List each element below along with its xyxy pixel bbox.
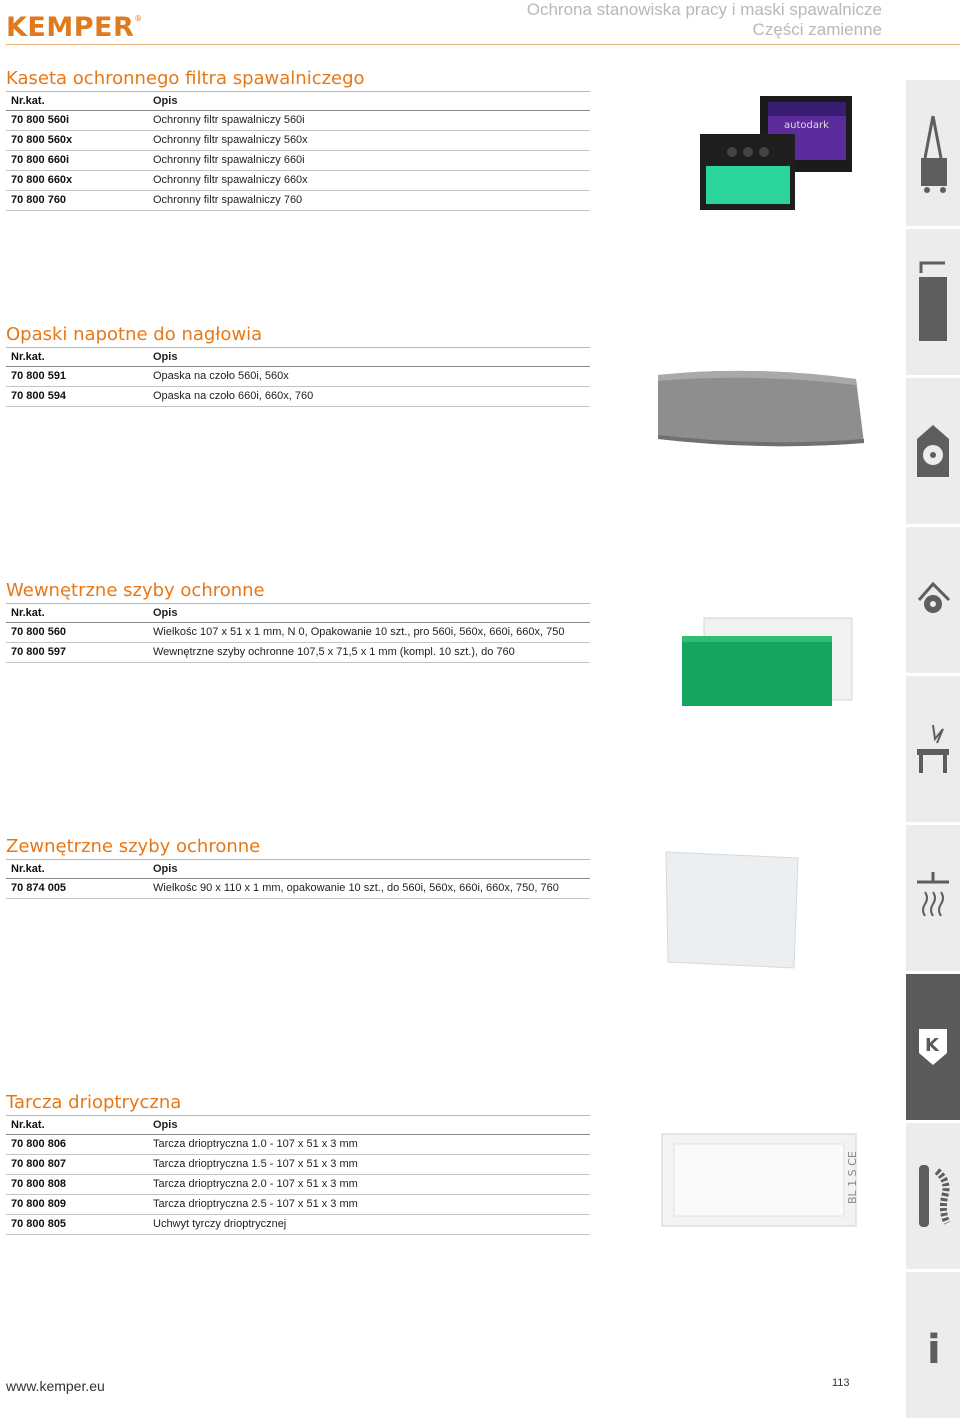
hose-icon [915, 1161, 951, 1231]
category-sidebar [906, 80, 960, 1421]
table-row: 70 800 660x Ochronny filtr spawalniczy 660x [6, 171, 590, 191]
section-dioptric-lens [6, 1092, 590, 1235]
hall-fan-icon [915, 570, 951, 630]
table-row: 70 800 806 Tarcza drioptryczna 1.0 - 107 x 51 x 3 mm [6, 1135, 590, 1155]
table-header: Nr.kat. Opis [6, 348, 590, 367]
sidebar-tab-mobile-units[interactable] [906, 80, 960, 226]
table-header: Nr.kat. Opis [6, 604, 590, 623]
section-outer-lenses [6, 836, 590, 899]
table-row: 70 874 005 Wielkośc 90 x 110 x 1 mm, opakowanie 10 szt., do 560i, 560x, 660i, 660x, 750, 760 [6, 879, 590, 899]
sidebar-tab-info[interactable] [906, 1272, 960, 1418]
kemper-shield-icon [915, 1025, 951, 1069]
svg-text:BL 1 S CE: BL 1 S CE [846, 1151, 859, 1204]
svg-text:K: K [925, 1035, 939, 1056]
section-inner-lenses [6, 580, 590, 663]
table-row: 70 800 805 Uchwyt tyrczy drioptrycznej [6, 1215, 590, 1235]
kemper-logo: KEMPER® [6, 12, 143, 43]
table-row: 70 800 597 Wewnętrzne szyby ochronne 107,5 x 71,5 x 1 mm (kompl. 10 szt.), do 760 [6, 643, 590, 663]
table-header: Nr.kat. Opis [6, 1116, 590, 1135]
inner-lenses-image [676, 616, 856, 708]
table-row: 70 800 594 Opaska na czoło 660i, 660x, 760 [6, 387, 590, 407]
section-sweatbands [6, 324, 590, 407]
sidebar-tab-extraction-arms[interactable] [906, 825, 960, 971]
section-title: Wewnętrzne szyby ochronne [6, 580, 590, 604]
dioptric-lens-image [660, 1132, 860, 1228]
header-title-line2: Części zamienne [752, 20, 882, 39]
table-row: 70 800 560 Wielkośc 107 x 51 x 1 mm, N 0, Opakowanie 10 szt., pro 560i, 560x, 660i, 660x, 750 [6, 623, 590, 643]
page-number: 113 [832, 1377, 850, 1389]
header-divider [6, 44, 960, 45]
sidebar-tab-welding-tables[interactable] [906, 676, 960, 822]
footer-url[interactable]: www.kemper.eu [6, 1378, 105, 1394]
page-header-title [527, 0, 882, 40]
table-row: 70 800 760 Ochronny filtr spawalniczy 760 [6, 191, 590, 211]
table-row: 70 800 660i Ochronny filtr spawalniczy 660i [6, 151, 590, 171]
sidebar-tab-ventilation[interactable] [906, 378, 960, 524]
fan-house-icon [915, 421, 951, 481]
welding-table-icon [915, 719, 951, 779]
heat-extraction-icon [915, 868, 951, 928]
table-header: Nr.kat. Opis [6, 92, 590, 111]
section-title: Kaseta ochronnego filtra spawalniczego [6, 68, 590, 92]
table-row: 70 800 807 Tarcza drioptryczna 1.5 - 107 x 51 x 3 mm [6, 1155, 590, 1175]
section-filter-cassette [6, 68, 590, 211]
sidebar-tab-hoses[interactable] [906, 1123, 960, 1269]
header-title-line1: Ochrona stanowiska pracy i maski spawalnicze [526, 0, 882, 19]
info-icon [915, 1315, 951, 1375]
table-row: 70 800 809 Tarcza drioptryczna 2.5 - 107 x 51 x 3 mm [6, 1195, 590, 1215]
sidebar-tab-spare-parts[interactable] [906, 974, 960, 1120]
sidebar-tab-hall-ventilation[interactable] [906, 527, 960, 673]
section-title: Zewnętrzne szyby ochronne [6, 836, 590, 860]
filter-cassette-image [698, 94, 858, 212]
table-row: 70 800 808 Tarcza drioptryczna 2.0 - 107 x 51 x 3 mm [6, 1175, 590, 1195]
table-row: 70 800 591 Opaska na czoło 560i, 560x [6, 367, 590, 387]
section-title: Opaski napotne do nagłowia [6, 324, 590, 348]
table-row: 70 800 560i Ochronny filtr spawalniczy 560i [6, 111, 590, 131]
mobile-extractor-icon [915, 110, 951, 196]
table-row: 70 800 560x Ochronny filtr spawalniczy 560x [6, 131, 590, 151]
stationary-filter-icon [915, 259, 951, 345]
sweatband-image [652, 365, 868, 450]
sidebar-tab-stationary-units[interactable] [906, 229, 960, 375]
section-title: Tarcza drioptryczna [6, 1092, 590, 1116]
svg-text:i: i [927, 1327, 941, 1373]
svg-text:autodark: autodark [784, 120, 829, 131]
table-header: Nr.kat. Opis [6, 860, 590, 879]
outer-lens-image [662, 848, 802, 972]
